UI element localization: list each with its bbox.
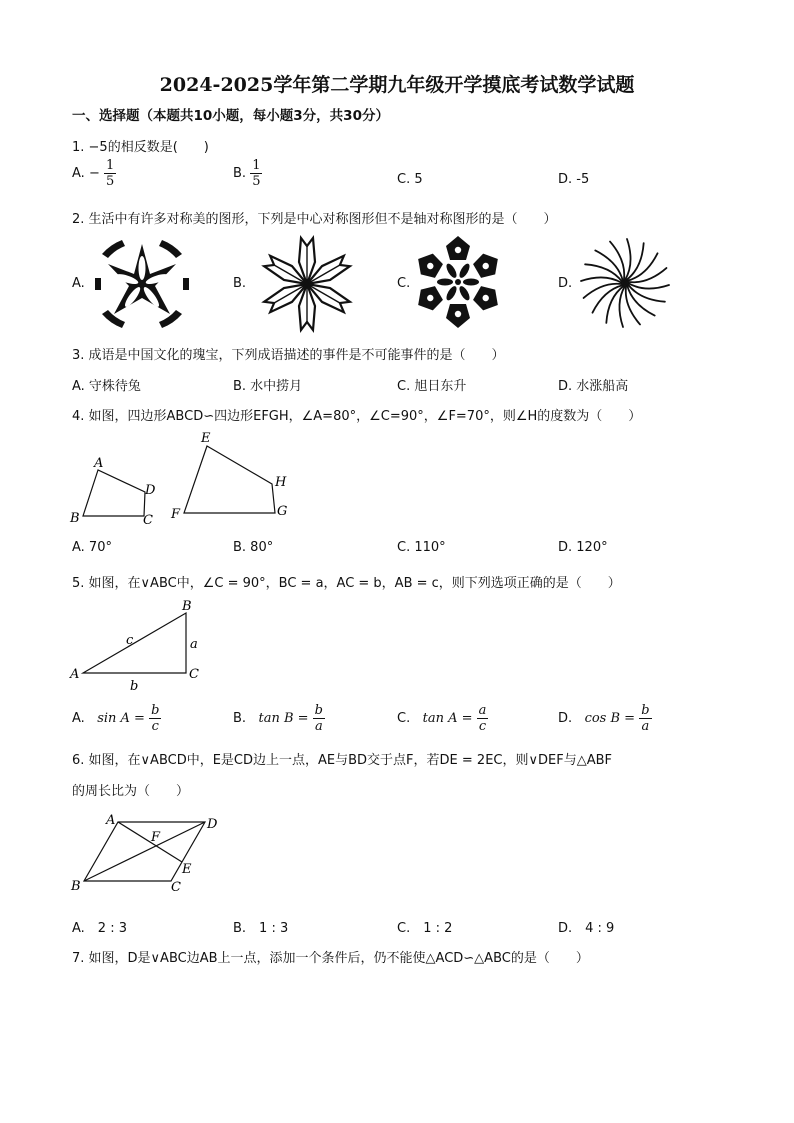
vertex-c: C <box>189 667 199 682</box>
q6-option-b[interactable]: B. 1 : 3 <box>233 921 289 936</box>
vertex-d: D <box>207 817 218 832</box>
section-heading: 一、选择题（本题共10小题，每小题3分，共30分） <box>72 108 389 124</box>
q6-stem-line1: 6. 如图，在∨ABCD中，E是CD边上一点，AE与BD交于点F，若DE = 2EC，则∨DEF与△ABF <box>72 753 612 768</box>
q2-figure-b-snowflake-icon <box>252 234 362 334</box>
vertex-b: B <box>70 511 80 526</box>
numerator: a <box>478 703 487 718</box>
q2-figure-d-spiral-icon <box>578 236 672 330</box>
denominator: 5 <box>252 174 261 189</box>
q1-stem: 1. −5的相反数是( ) <box>72 140 209 155</box>
numerator: 1 <box>252 158 261 173</box>
q4-option-b[interactable]: B. 80° <box>233 540 274 555</box>
denominator: a <box>641 719 650 734</box>
side-c: c <box>126 633 134 648</box>
option-label: D. <box>558 711 573 726</box>
option-label: A. <box>72 711 85 726</box>
numerator: b <box>314 703 323 718</box>
vertex-b: B <box>182 599 192 614</box>
q3-option-a[interactable]: A. 守株待兔 <box>72 379 141 394</box>
denominator: a <box>314 719 323 734</box>
q2-option-a-label[interactable]: A. <box>72 276 85 291</box>
q4-option-c[interactable]: C. 110° <box>397 540 446 555</box>
quadrilateral-abcd <box>83 470 145 516</box>
q3-stem: 3. 成语是中国文化的瑰宝，下列成语描述的事件是不可能事件的是（ ） <box>72 348 505 363</box>
numerator: b <box>641 703 650 718</box>
side-b: b <box>130 679 139 694</box>
q2-figure-c-flower-icon <box>413 234 503 330</box>
q7-stem: 7. 如图，D是∨ABC边AB上一点，添加一个条件后，仍不能使△ACD∽△ABC的是（ ） <box>72 951 589 966</box>
q1-option-b-fraction <box>250 158 262 189</box>
option-fraction <box>639 703 651 734</box>
q5-stem: 5. 如图，在∨ABC中，∠C = 90°，BC = a，AC = b，AB = c，则下列选项正确的是（ ） <box>72 576 621 591</box>
q1-option-b-label: B. <box>233 166 247 181</box>
point-f: F <box>151 830 161 845</box>
q1-option-d[interactable]: D. -5 <box>558 172 590 187</box>
vertex-b: B <box>71 879 81 894</box>
q2-figure-a-star-icon <box>92 236 192 332</box>
option-expression: sin A = <box>97 711 145 726</box>
q1-option-a-label: A. <box>72 166 85 181</box>
vertex-a: A <box>106 813 116 828</box>
vertex-e: E <box>182 862 192 877</box>
q1-option-c[interactable]: C. 5 <box>397 172 423 187</box>
q3-option-d[interactable]: D. 水涨船高 <box>558 379 629 394</box>
q5-option-d[interactable] <box>558 703 652 734</box>
q4-stem: 4. 如图，四边形ABCD∽四边形EFGH，∠A=80°，∠C=90°，∠F=70°，则∠H的度数为（ ） <box>72 409 642 424</box>
option-fraction <box>477 703 489 734</box>
q5-option-b[interactable] <box>233 703 325 734</box>
option-expression: tan B = <box>258 711 309 726</box>
numerator: 1 <box>105 158 115 173</box>
option-fraction <box>313 703 325 734</box>
q4-option-d[interactable]: D. 120° <box>558 540 608 555</box>
q1-option-a-sign: − <box>88 166 100 181</box>
q4-figure-quadrilaterals <box>66 428 306 528</box>
option-expression: cos B = <box>584 711 636 726</box>
q6-stem-line2: 的周长比为（ ） <box>72 784 190 799</box>
paper-title: 2024-2025学年第二学期九年级开学摸底考试数学试题 <box>159 74 635 96</box>
side-a: a <box>190 637 198 652</box>
option-fraction <box>149 703 161 734</box>
q6-option-a[interactable]: A. 2 : 3 <box>72 921 127 936</box>
denominator: 5 <box>105 174 115 189</box>
option-label: B. <box>233 711 247 726</box>
vertex-e: E <box>201 431 211 446</box>
q1-option-a-fraction <box>104 158 116 189</box>
numerator: b <box>151 703 160 718</box>
q2-option-c-label[interactable]: C. <box>397 276 411 291</box>
q6-option-c[interactable]: C. 1 : 2 <box>397 921 453 936</box>
vertex-f: F <box>171 507 181 522</box>
denominator: c <box>151 719 159 734</box>
vertex-a: A <box>94 456 104 471</box>
q1-option-b[interactable] <box>233 158 262 189</box>
vertex-a: A <box>70 667 80 682</box>
q5-option-c[interactable] <box>397 703 488 734</box>
vertex-c: C <box>171 880 181 895</box>
q2-option-b-label[interactable]: B. <box>233 276 247 291</box>
q5-figure-right-triangle <box>66 596 216 694</box>
q5-option-a[interactable] <box>72 703 161 734</box>
q1-option-a[interactable] <box>72 158 116 189</box>
quadrilateral-efgh <box>184 446 275 513</box>
option-expression: tan A = <box>422 711 473 726</box>
q3-option-c[interactable]: C. 旭日东升 <box>397 379 467 394</box>
vertex-h: H <box>275 475 287 490</box>
vertex-g: G <box>277 504 288 519</box>
q6-figure-parallelogram <box>66 808 236 900</box>
denominator: c <box>478 719 487 734</box>
q4-option-a[interactable]: A. 70° <box>72 540 112 555</box>
q6-option-d[interactable]: D. 4 : 9 <box>558 921 615 936</box>
option-label: C. <box>397 711 411 726</box>
q2-stem: 2. 生活中有许多对称美的图形，下列是中心对称图形但不是轴对称图形的是（ ） <box>72 212 557 227</box>
vertex-d: D <box>145 483 156 498</box>
q2-option-d-label[interactable]: D. <box>558 276 573 291</box>
q3-option-b[interactable]: B. 水中捞月 <box>233 379 303 394</box>
vertex-c: C <box>143 513 153 528</box>
